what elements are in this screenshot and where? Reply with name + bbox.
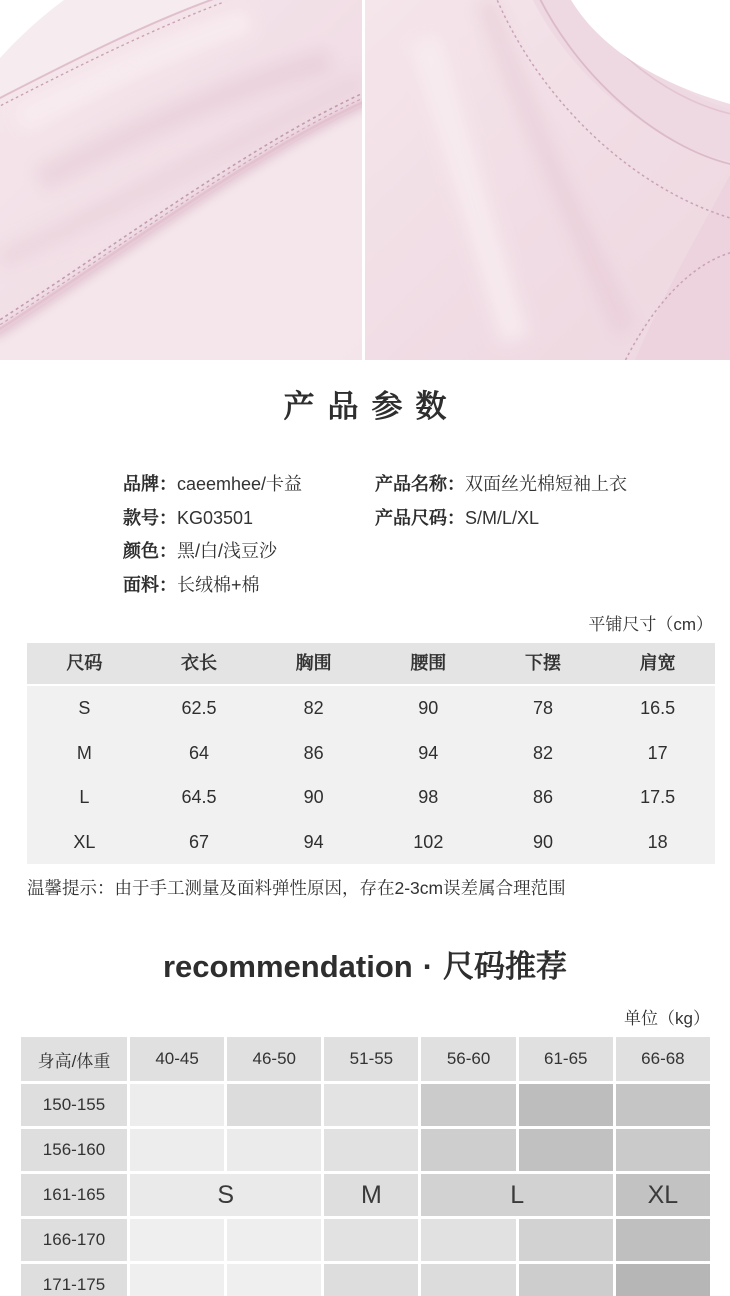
size-table-cell: S (78, 698, 91, 718)
size-table-cell: 98 (418, 787, 439, 807)
neckline-illustration (365, 0, 730, 360)
size-table-header-cell: 胸围 (295, 653, 332, 673)
reco-weight-header: 40-45 (130, 1037, 224, 1081)
reco-cell (130, 1084, 224, 1126)
reco-size-cell: S (130, 1174, 321, 1216)
info-label: 产品尺码： (375, 507, 465, 528)
info-value: KG03501 (177, 507, 254, 528)
size-table-cell: 90 (303, 787, 324, 807)
size-table-cell: 90 (532, 831, 553, 852)
reco-cell (421, 1219, 515, 1261)
product-info-right-column (375, 468, 627, 535)
info-label: 品牌： (123, 474, 177, 494)
reco-height-label: 171-175 (21, 1264, 127, 1296)
size-table-cell: 82 (532, 742, 553, 763)
size-table-cell: 67 (188, 831, 209, 852)
section-title-product-params (0, 385, 730, 429)
reco-cell (519, 1129, 613, 1171)
reco-cell (227, 1084, 321, 1126)
size-table-cell: 94 (418, 742, 439, 763)
reco-height-label: 150-155 (21, 1084, 127, 1126)
size-table-cell: 82 (303, 698, 324, 718)
size-table-cell: 64.5 (181, 787, 217, 807)
reco-height-label: 156-160 (21, 1129, 127, 1171)
reco-cell (616, 1084, 710, 1126)
reco-cell (130, 1219, 224, 1261)
size-table (27, 643, 715, 864)
size-table-cell: 94 (303, 831, 324, 852)
info-row-product-name (375, 468, 627, 502)
info-label: 款号： (123, 507, 177, 528)
reco-cell (227, 1264, 321, 1296)
reco-cell (519, 1219, 613, 1261)
reco-weight-header: 46-50 (227, 1037, 321, 1081)
size-table-cell: 17.5 (640, 787, 676, 807)
reco-size-cell: L (421, 1174, 612, 1216)
fabric-seam-illustration (0, 0, 362, 360)
info-value: S/M/L/XL (465, 507, 540, 528)
reco-weight-header: 66-68 (616, 1037, 710, 1081)
info-value: 黑/白/浅豆沙 (177, 541, 278, 561)
info-value: caeemhee/卡益 (177, 474, 303, 494)
reco-cell (324, 1219, 418, 1261)
reco-cell (130, 1129, 224, 1171)
size-table-cell: XL (73, 831, 96, 852)
reco-cell (227, 1129, 321, 1171)
reco-title-zh: 尺码推荐 (443, 949, 568, 984)
size-table-cell: 86 (303, 742, 324, 763)
size-table-header-cell: 下摆 (524, 653, 561, 673)
section-title-size-recommendation (0, 945, 730, 989)
info-row-product-sizes (375, 502, 627, 536)
size-table-header-cell: 腰围 (410, 653, 447, 673)
info-value: 双面丝光棉短袖上衣 (465, 474, 627, 494)
reco-table (21, 1037, 710, 1296)
reco-cell (324, 1084, 418, 1126)
section-title-text: 产品参数 (283, 389, 460, 424)
reco-title-en: recommendation (162, 949, 413, 984)
info-label: 产品名称： (375, 474, 465, 494)
size-table-cell: 90 (418, 698, 439, 718)
size-table-cell: 78 (532, 698, 553, 718)
size-table-header-cell: 衣长 (180, 653, 217, 673)
size-table-cell: 18 (647, 831, 668, 852)
size-table-row (27, 686, 715, 731)
reco-size-cell: XL (616, 1174, 710, 1216)
size-table-header-row (27, 643, 715, 684)
reco-cell (519, 1264, 613, 1296)
reco-corner-header: 身高/体重 (21, 1037, 127, 1081)
weight-unit-note: 单位（kg） (624, 1009, 710, 1028)
product-photo-neckline (365, 0, 730, 360)
size-table-cell: 17 (647, 742, 668, 763)
reco-height-label: 166-170 (21, 1219, 127, 1261)
size-table-row (27, 731, 715, 776)
size-table-header-cell: 尺码 (66, 653, 103, 673)
info-row-brand (123, 468, 302, 502)
flat-size-unit-note: 平铺尺寸（cm） (588, 615, 713, 634)
reco-weight-header: 61-65 (519, 1037, 613, 1081)
info-row-color (123, 535, 302, 569)
product-info-left-column (123, 468, 302, 602)
reco-cell (616, 1219, 710, 1261)
info-label: 面料： (123, 574, 177, 595)
size-table-row (27, 775, 715, 820)
size-table-cell: 64 (188, 742, 209, 763)
reco-cell (519, 1084, 613, 1126)
reco-cell (616, 1129, 710, 1171)
size-table-cell: 86 (532, 787, 553, 807)
reco-size-cell: M (324, 1174, 418, 1216)
reco-cell (324, 1129, 418, 1171)
reco-cell (421, 1084, 515, 1126)
reco-cell (324, 1264, 418, 1296)
reco-title-separator: · (422, 949, 434, 984)
reco-height-label: 161-165 (21, 1174, 127, 1216)
size-table-cell: 102 (413, 831, 444, 852)
info-row-style-no (123, 502, 302, 536)
size-table-body (27, 686, 715, 864)
reco-cell (227, 1219, 321, 1261)
product-photo-fabric-seam (0, 0, 362, 360)
measurement-tip: 温馨提示：由于手工测量及面料弹性原因，存在2-3cm误差属合理范围 (27, 878, 566, 898)
reco-cell (421, 1264, 515, 1296)
info-row-fabric (123, 569, 302, 603)
size-table-header-cell: 肩宽 (639, 653, 676, 673)
size-table-cell: M (76, 742, 92, 763)
size-table-cell: 62.5 (181, 698, 217, 718)
reco-weight-header: 56-60 (421, 1037, 515, 1081)
reco-cell (130, 1264, 224, 1296)
reco-weight-header: 51-55 (324, 1037, 418, 1081)
info-value: 长绒棉+棉 (177, 574, 260, 595)
size-table-cell: 16.5 (640, 698, 676, 718)
size-table-cell: L (79, 787, 90, 807)
reco-cell (616, 1264, 710, 1296)
size-table-row (27, 820, 715, 865)
product-photos (0, 0, 730, 360)
reco-cell (421, 1129, 515, 1171)
info-label: 颜色： (123, 541, 177, 561)
